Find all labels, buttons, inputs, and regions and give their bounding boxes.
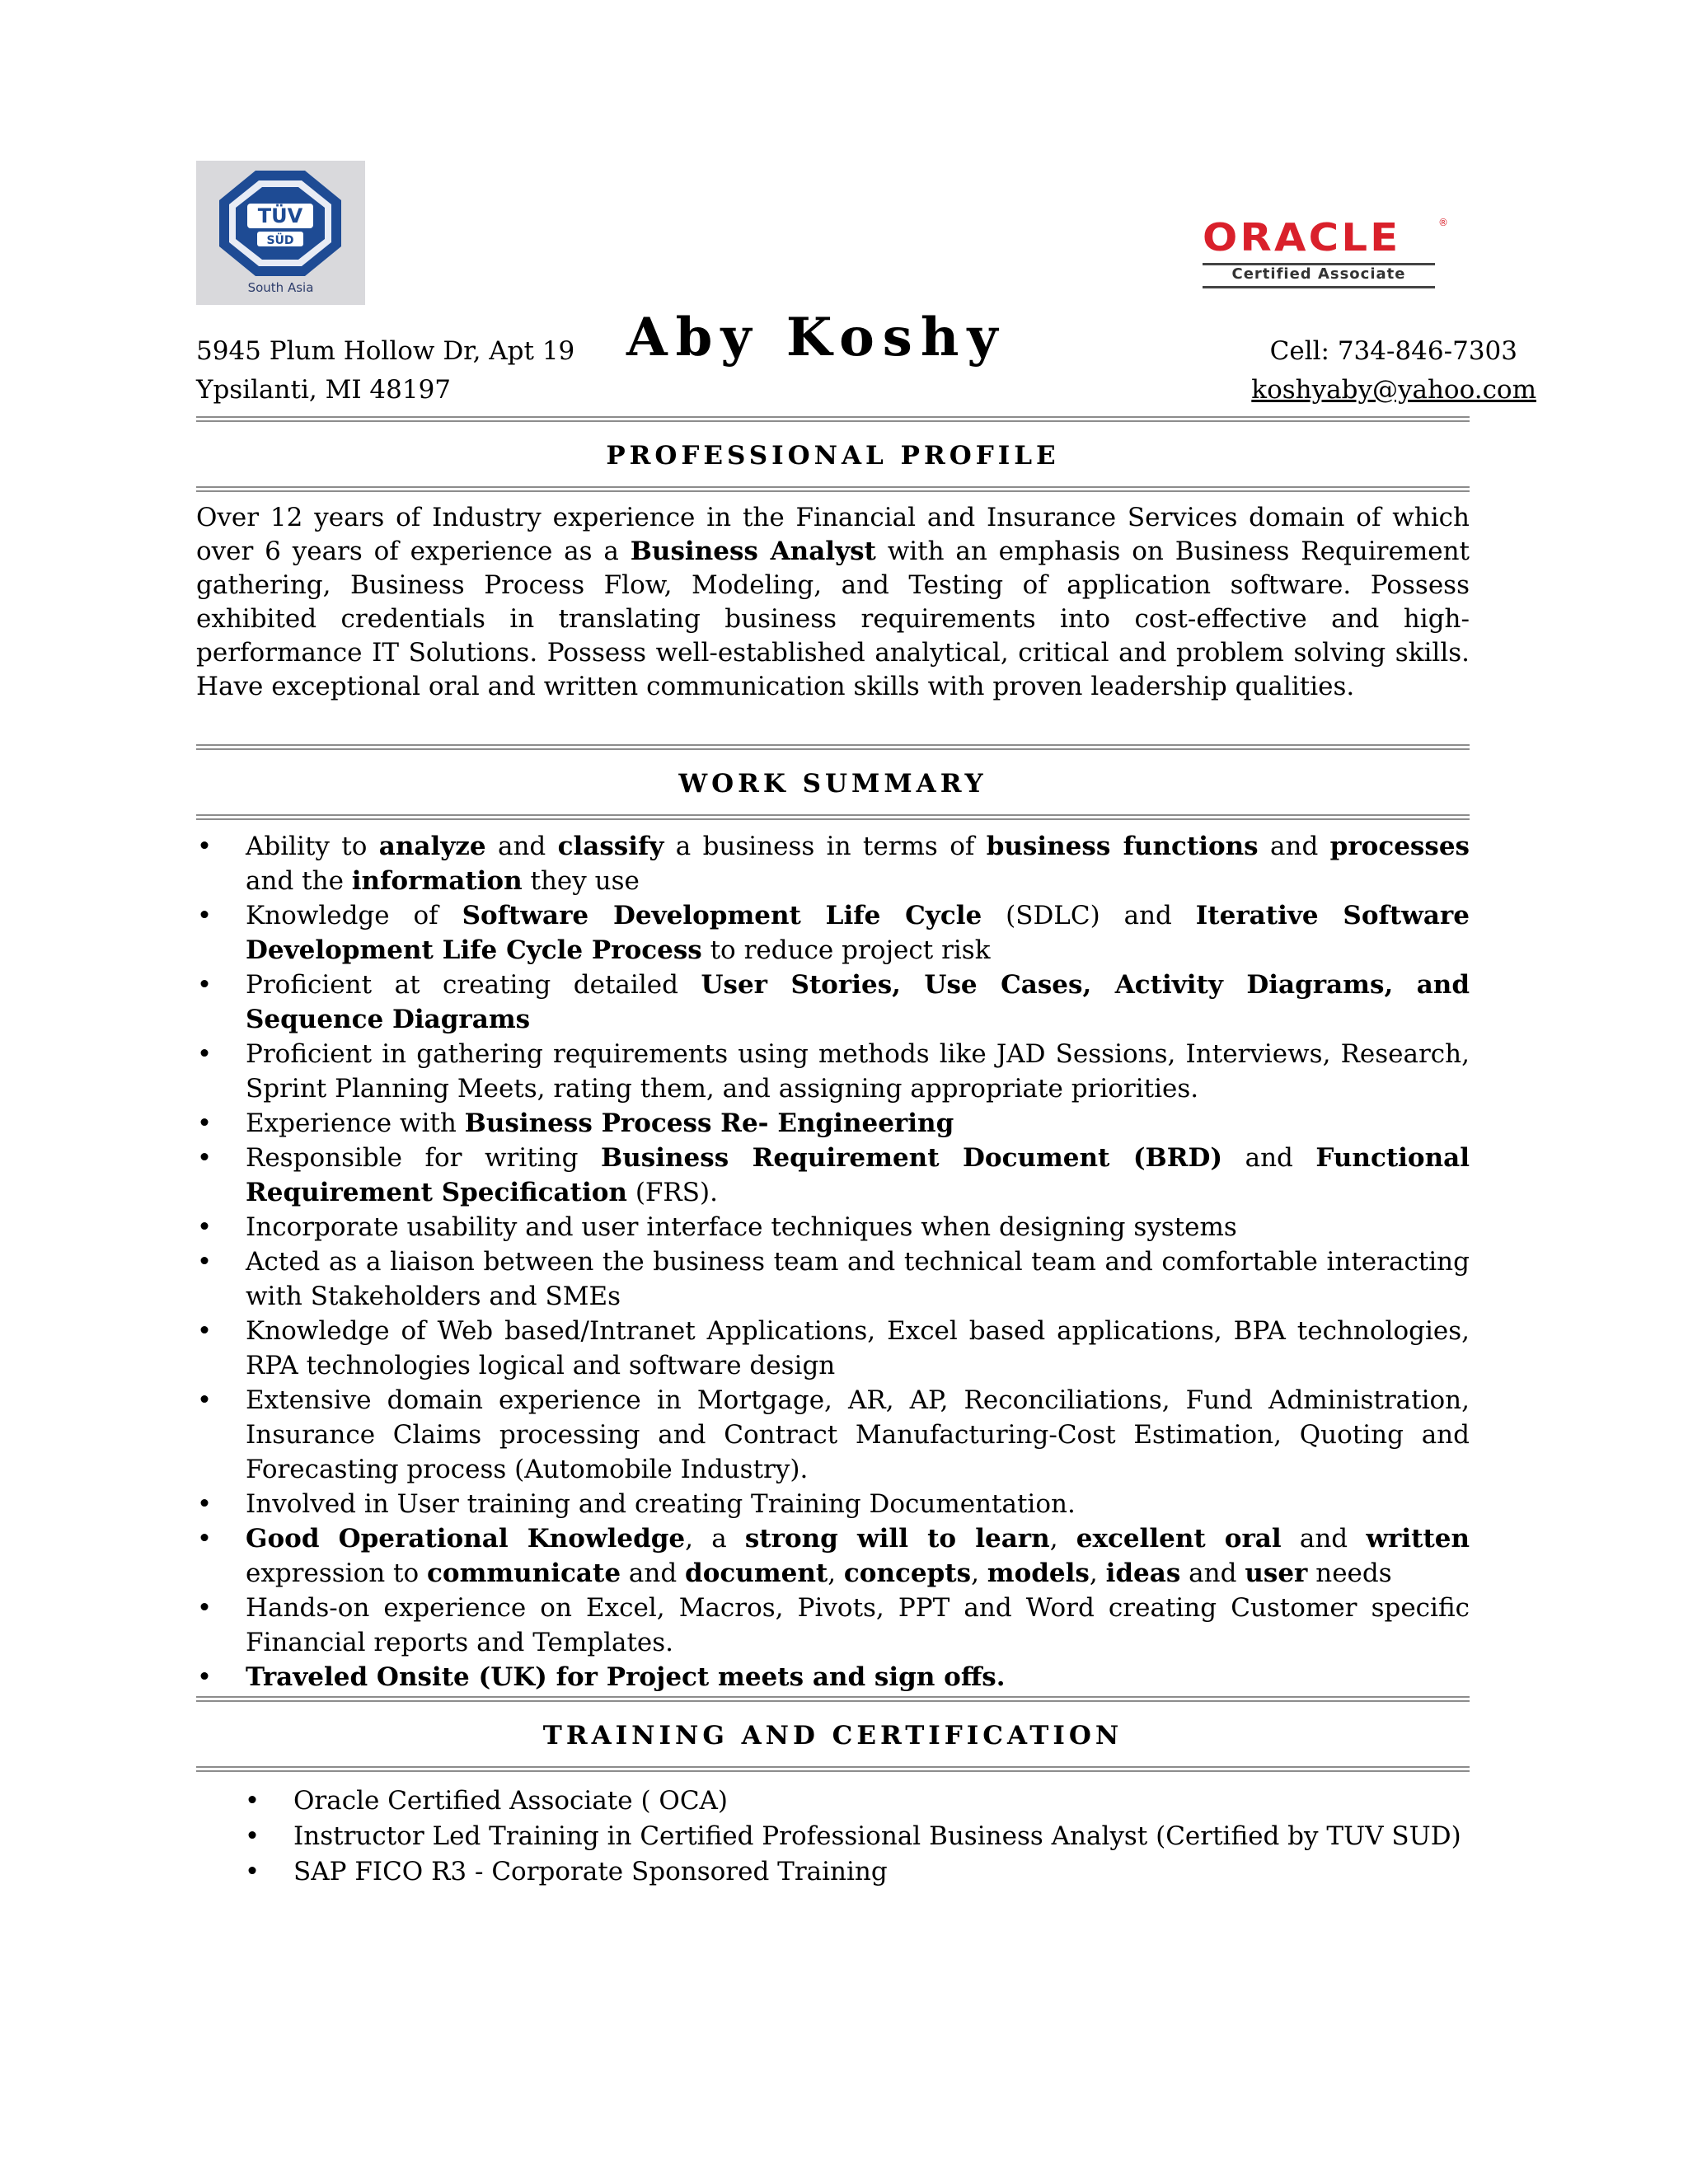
section-title-work: WORK SUMMARY: [678, 769, 987, 799]
item-text: Hands-on experience on Excel, Macros, Pivots, PPT and Word creating Customer specific Financial reports and Templates.: [246, 1593, 1470, 1657]
work-summary-list: [196, 829, 1470, 1694]
bullet-icon: •: [196, 1316, 213, 1346]
oracle-certified-logo: [1199, 210, 1471, 293]
item-text: Knowledge of: [246, 901, 462, 930]
work-summary-item: [196, 898, 1470, 968]
bold-text: User Stories, Use Cases, Activity Diagrams, and Sequence Diagrams: [246, 970, 1470, 1034]
profile-text-2: with an emphasis on Business Requirement gathering, Business Process Flow, Modeling, and Testing of application software. Possess exhibited credentials in translating business requirements into cost-effective and high-performance IT Solutions. Possess well-established analytical, critical and problem solving skills. Have exceptional oral and written communication skills with proven leadership qualities.: [196, 537, 1470, 701]
item-text: ,: [1089, 1558, 1106, 1588]
bullet-icon: •: [196, 1489, 213, 1519]
divider-rule: [196, 814, 1470, 821]
item-text: , a: [685, 1524, 745, 1554]
profile-text-1: Over 12 years of Industry experience in the Financial and Insurance Services domain of which over 6 years of experience as a: [196, 503, 1470, 566]
item-text: (FRS).: [626, 1178, 718, 1207]
bullet-icon: •: [244, 1821, 260, 1851]
item-text: Ability to: [246, 832, 379, 861]
item-text: Experience with: [246, 1108, 465, 1138]
work-summary-item: [196, 1141, 1470, 1210]
item-text: and: [621, 1558, 686, 1588]
bold-text: user: [1245, 1558, 1308, 1588]
bullet-icon: •: [196, 1385, 213, 1415]
address-line-1: 5945 Plum Hollow Dr, Apt 19: [196, 336, 575, 366]
bold-text: classify: [557, 832, 664, 861]
bullet-icon: •: [196, 970, 213, 1000]
item-text: and: [485, 832, 558, 861]
work-summary-item: [196, 1660, 1470, 1694]
training-item: [196, 1854, 1470, 1890]
item-text: and the: [246, 866, 352, 896]
email-link[interactable]: koshyaby@yahoo.com: [1251, 375, 1536, 405]
work-summary-item: [196, 829, 1470, 898]
bullet-icon: •: [196, 1143, 213, 1173]
item-text: to reduce project risk: [701, 935, 991, 965]
divider-rule: [196, 416, 1470, 423]
item-text: Acted as a liaison between the business team and technical team and comfortable interacting with Stakeholders and SMEs: [246, 1247, 1470, 1311]
bold-text: Business Requirement Document (BRD): [601, 1143, 1223, 1173]
item-text: they use: [522, 866, 640, 896]
item-text: and: [1180, 1558, 1245, 1588]
work-summary-item: [196, 1244, 1470, 1314]
item-text: Knowledge of Web based/Intranet Applications, Excel based applications, BPA technologies, RPA technologies logical and software design: [246, 1316, 1470, 1380]
bullet-icon: •: [196, 1039, 213, 1069]
cell-phone: Cell: 734-846-7303: [1269, 336, 1517, 366]
bullet-icon: •: [196, 1662, 213, 1692]
work-summary-item: [196, 1521, 1470, 1591]
item-text: and: [1258, 832, 1330, 861]
oracle-wordmark: ORACLE: [1203, 215, 1401, 260]
work-summary-item: [196, 1210, 1470, 1244]
training-item-text: SAP FICO R3 - Corporate Sponsored Training: [293, 1857, 888, 1886]
item-text: and: [1222, 1143, 1316, 1173]
item-text: Responsible for writing: [246, 1143, 602, 1173]
oracle-bar-bottom: [1203, 286, 1435, 288]
item-text: (SDLC) and: [982, 901, 1196, 930]
section-title-profile: PROFESSIONAL PROFILE: [606, 441, 1060, 471]
tuv-sub-text: SÜD: [266, 234, 294, 247]
bullet-icon: •: [196, 1212, 213, 1242]
work-summary-item: [196, 1591, 1470, 1660]
item-text: expression to: [246, 1558, 428, 1588]
work-summary-item: [196, 1106, 1470, 1141]
tuv-caption: South Asia: [247, 280, 314, 295]
work-summary-item: [196, 1487, 1470, 1521]
oracle-sub-label: Certified Associate: [1231, 265, 1406, 283]
bold-text: concepts: [843, 1558, 972, 1588]
divider-rule: [196, 744, 1470, 751]
divider-rule: [196, 1696, 1470, 1703]
tuv-sud-logo: [196, 161, 365, 305]
item-text: Involved in User training and creating Training Documentation.: [246, 1489, 1076, 1519]
candidate-name: Aby Koshy: [626, 307, 1006, 368]
bold-text: strong will to learn: [744, 1524, 1050, 1554]
profile-text-bold: Business Analyst: [630, 537, 876, 566]
item-text: Proficient in gathering requirements using methods like JAD Sessions, Interviews, Research, Sprint Planning Meets, rating them, and assigning appropriate priorities.: [246, 1039, 1470, 1104]
bullet-icon: •: [244, 1857, 260, 1886]
bullet-icon: •: [244, 1786, 260, 1816]
oracle-registered-mark: ®: [1438, 217, 1448, 228]
item-text: Proficient at creating detailed: [246, 970, 701, 1000]
work-summary-item: [196, 1383, 1470, 1487]
bold-text: information: [351, 866, 523, 896]
item-text: ,: [971, 1558, 987, 1588]
bold-text: analyze: [378, 832, 486, 861]
bullet-icon: •: [196, 1247, 213, 1277]
item-text: Extensive domain experience in Mortgage, AR, AP, Reconciliations, Fund Administration, Insurance Claims processing and Contract Manufacturing-Cost Estimation, Quoting and Forecasting process (Automobile Industry).: [246, 1385, 1470, 1484]
section-title-training: TRAINING AND CERTIFICATION: [542, 1721, 1123, 1750]
bullet-icon: •: [196, 1108, 213, 1138]
bullet-icon: •: [196, 901, 213, 930]
work-summary-item: [196, 1037, 1470, 1106]
bold-text: models: [987, 1558, 1090, 1588]
training-item: [196, 1819, 1470, 1854]
item-text: ,: [1049, 1524, 1076, 1554]
bold-text: Business Process Re- Engineering: [464, 1108, 954, 1138]
bullet-icon: •: [196, 1524, 213, 1554]
divider-rule: [196, 1766, 1470, 1773]
bold-text: Iterative Software Development Life Cycle Process: [246, 901, 1470, 965]
bold-text: written: [1366, 1524, 1470, 1554]
bullet-icon: •: [196, 832, 213, 861]
training-list: [196, 1783, 1470, 1890]
bold-text: business functions: [986, 832, 1259, 861]
divider-rule: [196, 486, 1470, 493]
bullet-icon: •: [196, 1593, 213, 1623]
bold-text: Functional Requirement Specification: [246, 1143, 1470, 1207]
tuv-mark-text: TÜV: [257, 204, 303, 227]
item-text: ,: [828, 1558, 844, 1588]
work-summary-item: [196, 1314, 1470, 1383]
bold-text: Good Operational Knowledge: [246, 1524, 686, 1554]
bold-text: ideas: [1105, 1558, 1181, 1588]
profile-paragraph: [196, 501, 1470, 704]
tuv-octagon-icon: [216, 167, 345, 279]
bold-text: Software Development Life Cycle: [462, 901, 982, 930]
item-text: and: [1281, 1524, 1367, 1554]
item-text: needs: [1307, 1558, 1392, 1588]
address-line-2: Ypsilanti, MI 48197: [196, 375, 452, 405]
bold-text: communicate: [427, 1558, 621, 1588]
work-summary-item: [196, 968, 1470, 1037]
bold-text: processes: [1329, 832, 1470, 861]
bold-text: Traveled Onsite (UK) for Project meets and sign offs.: [246, 1662, 1006, 1692]
bold-text: document: [685, 1558, 828, 1588]
item-text: a business in terms of: [663, 832, 987, 861]
item-text: Incorporate usability and user interface techniques when designing systems: [246, 1212, 1237, 1242]
training-item-text: Oracle Certified Associate ( OCA): [293, 1786, 729, 1816]
bold-text: excellent oral: [1076, 1524, 1282, 1554]
training-item: [196, 1783, 1470, 1819]
training-item-text: Instructor Led Training in Certified Professional Business Analyst (Certified by TUV SUD): [293, 1821, 1461, 1851]
